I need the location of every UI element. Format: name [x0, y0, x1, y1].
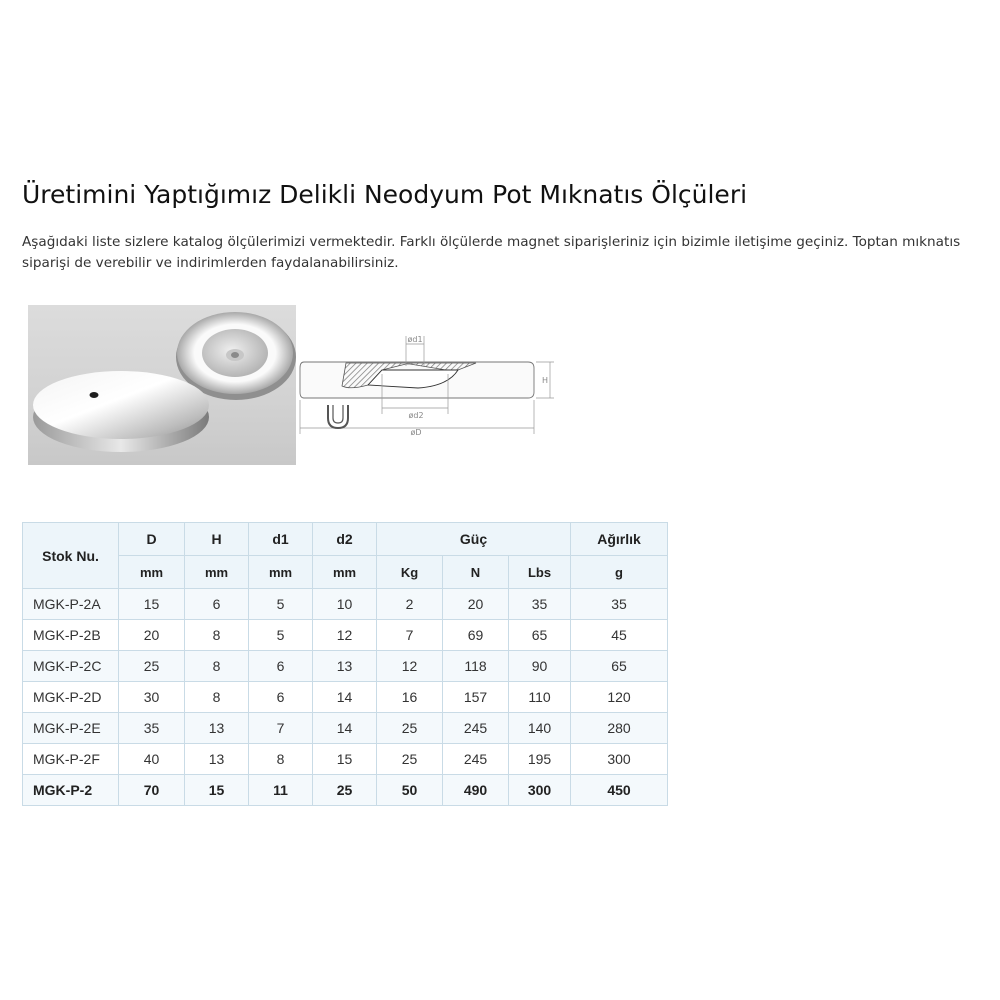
cell-stok: MGK-P-2E	[23, 713, 119, 744]
cell-stok: MGK-P-2D	[23, 682, 119, 713]
table-cell: 120	[571, 682, 668, 713]
table-cell: 35	[571, 589, 668, 620]
table-cell: 20	[443, 589, 509, 620]
product-photo	[28, 305, 296, 465]
unit-cell: mm	[313, 556, 377, 589]
table-cell: 8	[185, 682, 249, 713]
table-cell: 15	[185, 775, 249, 806]
table-cell: 6	[249, 651, 313, 682]
table-cell: 6	[249, 682, 313, 713]
table-cell: 40	[119, 744, 185, 775]
table-cell: 195	[509, 744, 571, 775]
cell-stok: MGK-P-2F	[23, 744, 119, 775]
unit-cell: Kg	[377, 556, 443, 589]
table-cell: 69	[443, 620, 509, 651]
header-d1: d1	[249, 523, 313, 556]
table-cell: 8	[249, 744, 313, 775]
table-cell: 65	[509, 620, 571, 651]
cell-stok: MGK-P-2B	[23, 620, 119, 651]
table-cell: 13	[185, 744, 249, 775]
table-row	[23, 744, 668, 775]
cell-stok: MGK-P-2A	[23, 589, 119, 620]
table-row	[23, 775, 668, 806]
unit-cell: mm	[119, 556, 185, 589]
table-cell: 30	[119, 682, 185, 713]
table-cell: 90	[509, 651, 571, 682]
label-D: øD	[410, 428, 422, 437]
table-cell: 10	[313, 589, 377, 620]
table-cell: 140	[509, 713, 571, 744]
table-cell: 245	[443, 713, 509, 744]
header-d2: d2	[313, 523, 377, 556]
table-cell: 118	[443, 651, 509, 682]
unit-cell: g	[571, 556, 668, 589]
table-cell: 25	[313, 775, 377, 806]
cross-section-diagram	[298, 330, 560, 440]
table-cell: 14	[313, 682, 377, 713]
table-cell: 13	[185, 713, 249, 744]
table-cell: 20	[119, 620, 185, 651]
table-cell: 15	[313, 744, 377, 775]
label-d1: ød1	[407, 335, 423, 344]
table-cell: 2	[377, 589, 443, 620]
table-row	[23, 651, 668, 682]
unit-cell: mm	[185, 556, 249, 589]
cell-stok: MGK-P-2	[23, 775, 119, 806]
table-cell: 25	[377, 713, 443, 744]
table-row	[23, 682, 668, 713]
table-cell: 11	[249, 775, 313, 806]
table-cell: 25	[119, 651, 185, 682]
table-cell: 5	[249, 620, 313, 651]
page-title: Üretimini Yaptığımız Delikli Neodyum Pot Mıknatıs Ölçüleri	[22, 180, 748, 209]
table-cell: 7	[377, 620, 443, 651]
table-cell: 50	[377, 775, 443, 806]
table-cell: 8	[185, 651, 249, 682]
table-cell: 16	[377, 682, 443, 713]
intro-paragraph: Aşağıdaki liste sizlere katalog ölçülerimizi vermektedir. Farklı ölçülerde magnet siparişleriniz için bizimle iletişime geçiniz. Toptan mıknatıs siparişi de verebilir ve indirimlerden faydalanabilirsiniz.	[22, 234, 961, 271]
header-stok: Stok Nu.	[23, 523, 119, 589]
table-row	[23, 620, 668, 651]
table-cell: 6	[185, 589, 249, 620]
header-H: H	[185, 523, 249, 556]
table-cell: 15	[119, 589, 185, 620]
magnet-symbol-icon	[328, 405, 348, 428]
table-cell: 110	[509, 682, 571, 713]
table-cell: 280	[571, 713, 668, 744]
unit-cell: N	[443, 556, 509, 589]
header-agirlik: Ağırlık	[571, 523, 668, 556]
table-cell: 65	[571, 651, 668, 682]
table-cell: 14	[313, 713, 377, 744]
table-cell: 35	[509, 589, 571, 620]
table-cell: 300	[509, 775, 571, 806]
table-row	[23, 589, 668, 620]
label-H: H	[541, 376, 549, 385]
unit-cell: mm	[249, 556, 313, 589]
table-cell: 157	[443, 682, 509, 713]
table-cell: 300	[571, 744, 668, 775]
unit-cell: Lbs	[509, 556, 571, 589]
table-cell: 7	[249, 713, 313, 744]
table-cell: 12	[313, 620, 377, 651]
table-cell: 45	[571, 620, 668, 651]
table-row	[23, 713, 668, 744]
table-cell: 70	[119, 775, 185, 806]
table-cell: 8	[185, 620, 249, 651]
table-cell: 13	[313, 651, 377, 682]
label-d2: ød2	[408, 411, 424, 420]
cell-stok: MGK-P-2C	[23, 651, 119, 682]
table-cell: 490	[443, 775, 509, 806]
spec-table	[22, 522, 668, 806]
table-cell: 25	[377, 744, 443, 775]
table-cell: 35	[119, 713, 185, 744]
header-D: D	[119, 523, 185, 556]
table-cell: 12	[377, 651, 443, 682]
header-guc: Güç	[377, 523, 571, 556]
table-cell: 245	[443, 744, 509, 775]
table-cell: 450	[571, 775, 668, 806]
table-cell: 5	[249, 589, 313, 620]
